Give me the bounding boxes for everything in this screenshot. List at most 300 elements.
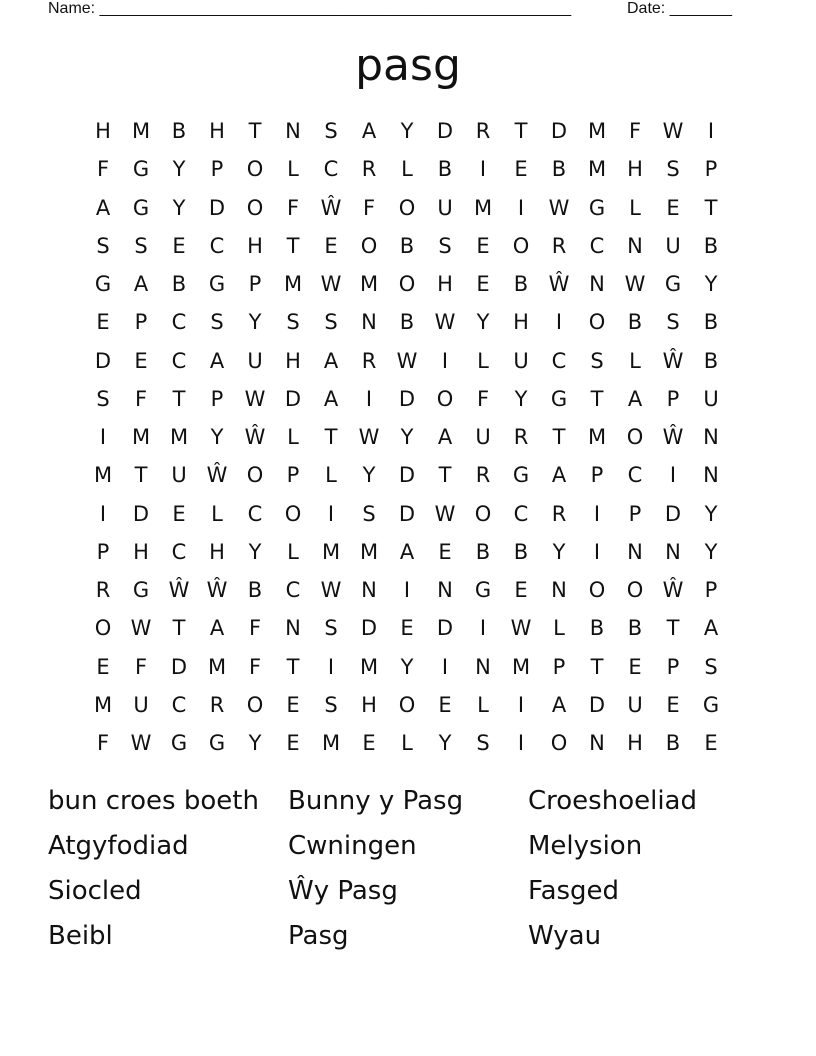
grid-row (84, 265, 730, 303)
grid-letter: Y (476, 310, 490, 335)
grid-letter: L (211, 501, 223, 526)
grid-letter: P (590, 463, 604, 488)
grid-letter: I (707, 119, 715, 144)
grid-letter: F (248, 616, 262, 641)
grid-letter: B (703, 233, 719, 258)
grid-letter: G (132, 578, 150, 603)
grid-letter: W (396, 348, 418, 373)
grid-letter: T (666, 616, 680, 641)
grid-letter: D (132, 501, 150, 526)
grid-letter: U (627, 692, 643, 717)
grid-letter: E (96, 310, 110, 335)
grid-letter: M (93, 463, 113, 488)
grid-letter: Y (172, 195, 186, 220)
grid-letter: D (398, 463, 416, 488)
grid-letter: P (134, 310, 148, 335)
grid-letter: S (134, 233, 148, 258)
grid-letter: D (360, 616, 378, 641)
word-bank-row (48, 868, 768, 913)
grid-letter: H (133, 539, 149, 564)
grid-row (84, 189, 730, 227)
grid-letter: Ŵ (548, 272, 570, 297)
grid-letter: G (664, 272, 682, 297)
word-bank-item: Croeshoeliad (528, 785, 697, 816)
grid-row (84, 456, 730, 494)
grid-letter: Y (704, 272, 718, 297)
word-bank-item: Wyau (528, 920, 602, 951)
grid-row (84, 303, 730, 341)
grid-letter: M (321, 731, 341, 756)
grid-letter: T (590, 386, 604, 411)
grid-letter: C (247, 501, 263, 526)
grid-row (84, 609, 730, 647)
grid-letter: M (587, 119, 607, 144)
grid-letter: B (171, 272, 187, 297)
grid-letter: T (514, 119, 528, 144)
grid-letter: M (587, 425, 607, 450)
grid-letter: T (438, 463, 452, 488)
grid-letter: O (246, 195, 264, 220)
word-bank-item: Beibl (48, 920, 113, 951)
grid-letter: E (438, 539, 452, 564)
grid-letter: M (587, 157, 607, 182)
grid-letter: D (94, 348, 112, 373)
grid-letter: Y (248, 539, 262, 564)
word-bank-item: Siocled (48, 875, 142, 906)
grid-letter: E (666, 692, 680, 717)
grid-letter: M (321, 539, 341, 564)
grid-letter: S (362, 501, 376, 526)
grid-letter: E (96, 654, 110, 679)
grid-letter: H (247, 233, 263, 258)
grid-letter: O (512, 233, 530, 258)
grid-letter: D (588, 692, 606, 717)
grid-letter: I (555, 310, 563, 335)
grid-letter: G (170, 731, 188, 756)
grid-letter: O (474, 501, 492, 526)
grid-letter: N (627, 233, 643, 258)
grid-letter: P (210, 386, 224, 411)
grid-letter: N (551, 578, 567, 603)
word-bank-row (48, 778, 768, 823)
grid-letter: L (287, 157, 299, 182)
grid-letter: A (323, 348, 339, 373)
grid-letter: O (588, 310, 606, 335)
grid-letter: D (436, 616, 454, 641)
grid-letter: B (665, 731, 681, 756)
grid-letter: G (132, 195, 150, 220)
grid-letter: G (588, 195, 606, 220)
grid-letter: B (171, 119, 187, 144)
grid-letter: N (285, 119, 301, 144)
grid-letter: S (96, 233, 110, 258)
grid-letter: I (593, 539, 601, 564)
grid-letter: M (169, 425, 189, 450)
grid-letter: A (551, 692, 567, 717)
grid-letter: P (666, 654, 680, 679)
grid-letter: H (513, 310, 529, 335)
grid-letter: T (172, 386, 186, 411)
grid-letter: S (666, 157, 680, 182)
grid-letter: S (96, 386, 110, 411)
grid-letter: E (476, 233, 490, 258)
grid-letter: H (627, 731, 643, 756)
grid-letter: F (286, 195, 300, 220)
grid-letter: O (94, 616, 112, 641)
grid-letter: F (628, 119, 642, 144)
grid-letter: B (627, 616, 643, 641)
grid-row (84, 686, 730, 724)
grid-letter: T (134, 463, 148, 488)
grid-letter: I (517, 195, 525, 220)
grid-letter: T (172, 616, 186, 641)
grid-letter: L (629, 348, 641, 373)
grid-letter: O (398, 692, 416, 717)
grid-letter: H (627, 157, 643, 182)
grid-letter: U (171, 463, 187, 488)
grid-letter: T (324, 425, 338, 450)
word-bank-item: Melysion (528, 830, 643, 861)
grid-letter: Y (400, 654, 414, 679)
grid-letter: Y (400, 119, 414, 144)
grid-letter: B (475, 539, 491, 564)
grid-letter: P (552, 654, 566, 679)
grid-letter: W (320, 272, 342, 297)
grid-letter: G (550, 386, 568, 411)
grid-letter: U (703, 386, 719, 411)
grid-letter: Ŵ (662, 348, 684, 373)
grid-letter: W (358, 425, 380, 450)
grid-letter: C (285, 578, 301, 603)
grid-letter: P (96, 539, 110, 564)
grid-letter: L (287, 425, 299, 450)
grid-letter: T (286, 233, 300, 258)
grid-letter: O (398, 195, 416, 220)
grid-letter: I (327, 654, 335, 679)
grid-letter: N (361, 578, 377, 603)
grid-letter: N (665, 539, 681, 564)
grid-letter: A (703, 616, 719, 641)
grid-letter: A (437, 425, 453, 450)
grid-letter: C (513, 501, 529, 526)
grid-letter: W (130, 731, 152, 756)
grid-letter: N (703, 463, 719, 488)
name-field-label: Name: _____________________________________________________ (48, 0, 572, 17)
grid-letter: B (627, 310, 643, 335)
grid-letter: G (208, 731, 226, 756)
word-bank-item: Atgyfodiad (48, 830, 189, 861)
word-bank-item: bun croes boeth (48, 785, 259, 816)
grid-letter: R (209, 692, 225, 717)
word-bank-item: Pasg (288, 920, 349, 951)
grid-letter: P (286, 463, 300, 488)
grid-letter: M (93, 692, 113, 717)
grid-row (84, 533, 730, 571)
grid-letter: I (365, 386, 373, 411)
grid-letter: B (703, 310, 719, 335)
grid-letter: Ŵ (662, 578, 684, 603)
grid-letter: L (401, 157, 413, 182)
grid-letter: M (207, 654, 227, 679)
grid-letter: R (361, 157, 377, 182)
grid-letter: M (473, 195, 493, 220)
grid-letter: E (286, 731, 300, 756)
grid-letter: B (247, 578, 263, 603)
grid-letter: Y (248, 310, 262, 335)
grid-letter: S (324, 692, 338, 717)
grid-letter: O (550, 731, 568, 756)
grid-letter: O (246, 157, 264, 182)
grid-letter: M (131, 425, 151, 450)
grid-letter: C (627, 463, 643, 488)
grid-letter: F (96, 157, 110, 182)
grid-letter: G (702, 692, 720, 717)
grid-letter: R (513, 425, 529, 450)
grid-letter: S (324, 616, 338, 641)
grid-letter: T (286, 654, 300, 679)
grid-letter: Ŵ (206, 578, 228, 603)
grid-letter: I (403, 578, 411, 603)
grid-letter: Y (704, 539, 718, 564)
grid-letter: H (95, 119, 111, 144)
grid-letter: H (209, 119, 225, 144)
grid-letter: C (171, 692, 187, 717)
grid-letter: C (551, 348, 567, 373)
grid-letter: E (476, 272, 490, 297)
grid-letter: E (172, 233, 186, 258)
grid-row (84, 227, 730, 265)
grid-letter: A (95, 195, 111, 220)
grid-letter: E (704, 731, 718, 756)
grid-letter: E (172, 501, 186, 526)
grid-letter: O (436, 386, 454, 411)
grid-letter: O (246, 692, 264, 717)
word-bank (48, 778, 768, 958)
grid-letter: R (95, 578, 111, 603)
grid-letter: W (434, 501, 456, 526)
grid-letter: A (323, 386, 339, 411)
grid-letter: R (475, 463, 491, 488)
grid-letter: F (134, 654, 148, 679)
grid-letter: A (133, 272, 149, 297)
grid-letter: Y (552, 539, 566, 564)
grid-letter: E (134, 348, 148, 373)
grid-letter: D (284, 386, 302, 411)
grid-letter: M (359, 272, 379, 297)
grid-letter: N (361, 310, 377, 335)
grid-letter: Ŵ (168, 578, 190, 603)
grid-letter: O (626, 578, 644, 603)
grid-letter: S (438, 233, 452, 258)
grid-row (84, 418, 730, 456)
grid-letter: B (437, 157, 453, 182)
grid-letter: E (400, 616, 414, 641)
grid-letter: I (99, 501, 107, 526)
grid-row (84, 648, 730, 686)
grid-letter: L (477, 692, 489, 717)
grid-letter: C (171, 310, 187, 335)
grid-letter: S (704, 654, 718, 679)
grid-letter: D (550, 119, 568, 144)
word-bank-item: Fasged (528, 875, 620, 906)
grid-letter: Y (438, 731, 452, 756)
grid-letter: P (666, 386, 680, 411)
grid-letter: S (590, 348, 604, 373)
grid-letter: O (360, 233, 378, 258)
grid-letter: S (476, 731, 490, 756)
grid-letter: G (94, 272, 112, 297)
grid-letter: S (666, 310, 680, 335)
grid-letter: L (477, 348, 489, 373)
grid-letter: G (132, 157, 150, 182)
grid-letter: A (209, 616, 225, 641)
grid-letter: T (552, 425, 566, 450)
grid-letter: C (171, 539, 187, 564)
grid-letter: C (209, 233, 225, 258)
grid-letter: G (512, 463, 530, 488)
grid-letter: F (248, 654, 262, 679)
grid-row (84, 724, 730, 762)
grid-row (84, 380, 730, 418)
grid-letter: U (133, 692, 149, 717)
grid-letter: E (286, 692, 300, 717)
grid-letter: A (627, 386, 643, 411)
grid-letter: F (476, 386, 490, 411)
grid-letter: U (665, 233, 681, 258)
word-bank-item: Ŵy Pasg (288, 875, 398, 906)
grid-letter: R (361, 348, 377, 373)
grid-letter: I (479, 616, 487, 641)
grid-letter: Y (210, 425, 224, 450)
grid-letter: N (627, 539, 643, 564)
grid-letter: P (704, 157, 718, 182)
grid-letter: Y (172, 157, 186, 182)
grid-letter: W (434, 310, 456, 335)
word-bank-item: Cwningen (288, 830, 417, 861)
grid-row (84, 150, 730, 188)
grid-letter: U (437, 195, 453, 220)
grid-letter: S (210, 310, 224, 335)
grid-letter: B (551, 157, 567, 182)
grid-letter: N (285, 616, 301, 641)
grid-letter: I (669, 463, 677, 488)
grid-letter: R (551, 501, 567, 526)
grid-letter: B (513, 539, 529, 564)
grid-letter: R (475, 119, 491, 144)
grid-letter: T (704, 195, 718, 220)
grid-letter: M (283, 272, 303, 297)
grid-letter: M (511, 654, 531, 679)
grid-letter: C (171, 348, 187, 373)
word-bank-row (48, 823, 768, 868)
grid-letter: I (327, 501, 335, 526)
grid-letter: L (401, 731, 413, 756)
grid-letter: M (359, 654, 379, 679)
grid-letter: P (248, 272, 262, 297)
grid-letter: N (703, 425, 719, 450)
grid-letter: T (590, 654, 604, 679)
grid-letter: L (553, 616, 565, 641)
grid-letter: W (130, 616, 152, 641)
grid-letter: Ŵ (206, 463, 228, 488)
grid-letter: I (441, 654, 449, 679)
page-title: pasg (355, 40, 461, 91)
grid-letter: I (99, 425, 107, 450)
grid-letter: H (437, 272, 453, 297)
grid-letter: A (551, 463, 567, 488)
grid-letter: W (662, 119, 684, 144)
grid-row (84, 112, 730, 150)
grid-letter: B (399, 233, 415, 258)
grid-letter: Ŵ (320, 195, 342, 220)
grid-letter: O (626, 425, 644, 450)
grid-letter: W (548, 195, 570, 220)
grid-letter: D (398, 386, 416, 411)
grid-letter: Y (362, 463, 376, 488)
grid-letter: Ŵ (662, 425, 684, 450)
grid-letter: A (361, 119, 377, 144)
grid-letter: W (510, 616, 532, 641)
grid-letter: G (474, 578, 492, 603)
grid-letter: I (517, 692, 525, 717)
grid-letter: E (362, 731, 376, 756)
grid-letter: N (475, 654, 491, 679)
grid-letter: I (593, 501, 601, 526)
grid-letter: F (362, 195, 376, 220)
grid-letter: E (514, 578, 528, 603)
grid-letter: F (134, 386, 148, 411)
grid-letter: H (285, 348, 301, 373)
grid-letter: C (589, 233, 605, 258)
grid-letter: D (436, 119, 454, 144)
grid-letter: O (398, 272, 416, 297)
grid-letter: P (628, 501, 642, 526)
grid-letter: I (441, 348, 449, 373)
grid-letter: W (244, 386, 266, 411)
grid-letter: Ŵ (244, 425, 266, 450)
grid-letter: U (475, 425, 491, 450)
grid-letter: E (666, 195, 680, 220)
grid-letter: Y (704, 501, 718, 526)
grid-letter: B (703, 348, 719, 373)
grid-letter: Y (248, 731, 262, 756)
grid-letter: B (399, 310, 415, 335)
grid-letter: S (324, 119, 338, 144)
grid-letter: P (210, 157, 224, 182)
grid-letter: O (284, 501, 302, 526)
grid-letter: E (628, 654, 642, 679)
grid-letter: T (248, 119, 262, 144)
grid-letter: M (359, 539, 379, 564)
word-bank-item: Bunny y Pasg (288, 785, 464, 816)
grid-letter: S (286, 310, 300, 335)
grid-letter: A (209, 348, 225, 373)
grid-letter: Y (514, 386, 528, 411)
grid-letter: N (589, 731, 605, 756)
grid-letter: W (624, 272, 646, 297)
grid-letter: H (361, 692, 377, 717)
letter-grid (84, 112, 730, 762)
grid-row (84, 495, 730, 533)
grid-letter: D (170, 654, 188, 679)
grid-letter: L (287, 539, 299, 564)
grid-letter: U (513, 348, 529, 373)
grid-letter: I (517, 731, 525, 756)
grid-row (84, 571, 730, 609)
grid-letter: L (325, 463, 337, 488)
grid-letter: E (324, 233, 338, 258)
grid-letter: D (664, 501, 682, 526)
